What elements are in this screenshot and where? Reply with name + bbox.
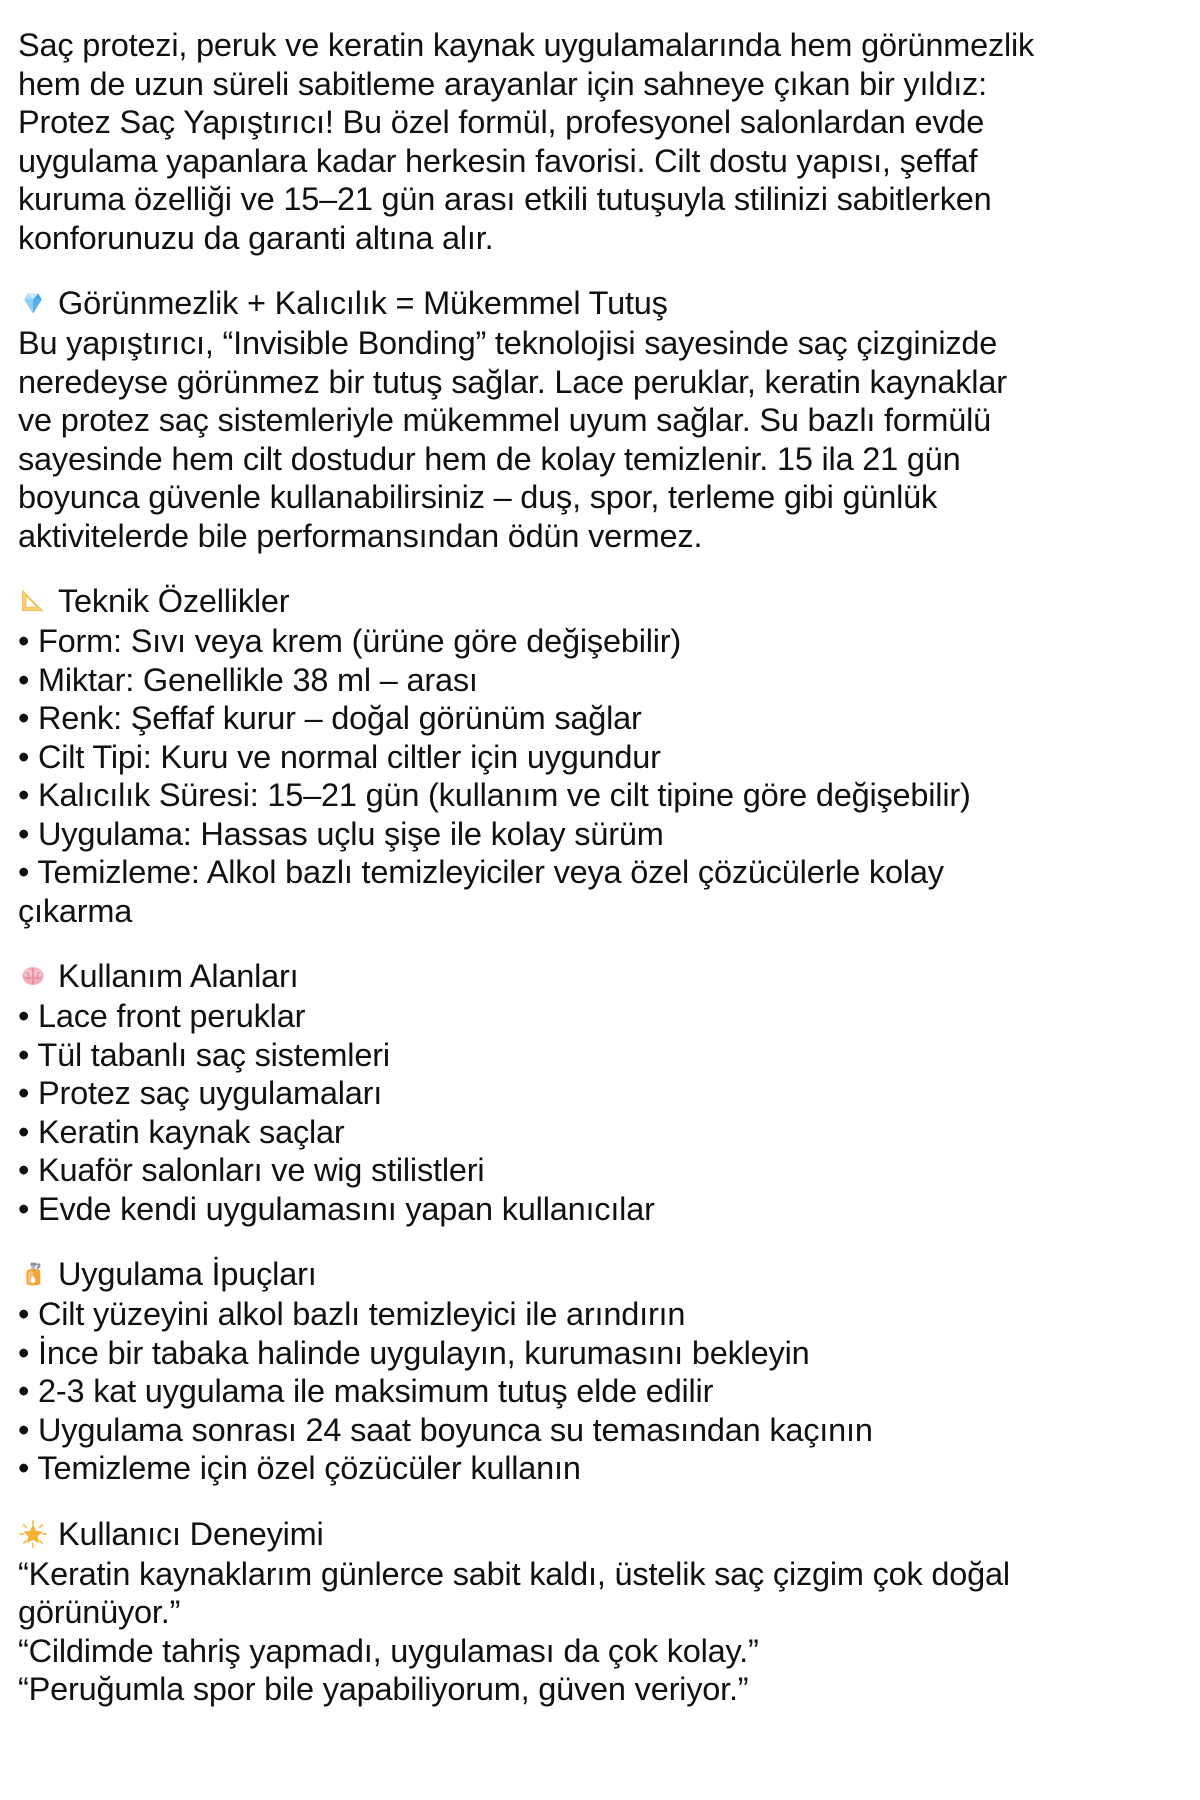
testimonial: “Cildimde tahriş yapmadı, uygulaması da çok kolay.” bbox=[18, 1632, 759, 1669]
section-user-experience bbox=[18, 1514, 1182, 1709]
list-item: • Form: Sıvı veya krem (ürüne göre değişebilir) bbox=[18, 623, 682, 659]
section-heading-label: Uygulama İpuçları bbox=[58, 1256, 317, 1292]
glowing-star-icon bbox=[18, 1519, 48, 1549]
section-application-tips bbox=[18, 1254, 1182, 1488]
list-item: • Temizleme: Alkol bazlı temizleyiciler veya özel çözücülerle kolay çıkarma bbox=[18, 854, 944, 929]
section-heading-label: Kullanım Alanları bbox=[58, 958, 299, 994]
list-item: • Uygulama: Hassas uçlu şişe ile kolay sürüm bbox=[18, 815, 664, 852]
gem-icon bbox=[18, 288, 48, 318]
list-item: • Kuaför salonları ve wig stilistleri bbox=[18, 1152, 485, 1188]
list-item: • Temizleme için özel çözücüler kullanın bbox=[18, 1450, 581, 1486]
section-heading-label: Teknik Özellikler bbox=[58, 583, 290, 619]
section-heading-label: Görünmezlik + Kalıcılık = Mükemmel Tutuş bbox=[58, 285, 668, 321]
intro-paragraph: Saç protezi, peruk ve keratin kaynak uygulamalarında hem görünmezlik hem de uzun süreli sabitleme arayanlar için sahneye çıkan bir yıldız: Protez Saç Yapıştırıcı! Bu özel formül, profesyonel salonlardan evde uygulama yapanlara kadar herkesin favorisi. Cilt dostu yapısı, şeffaf kuruma özelliği ve 15–21 gün arası etkili tutuşuyla stilinizi sabitlerken konforunuzu da garanti altına alır. bbox=[18, 27, 1035, 256]
list-item: • Protez saç uygulamaları bbox=[18, 1075, 383, 1111]
lotion-bottle-icon bbox=[18, 1259, 48, 1289]
list-item: • Lace front peruklar bbox=[18, 998, 306, 1034]
section-heading bbox=[18, 581, 1182, 621]
list-item: • Tül tabanlı saç sistemleri bbox=[18, 1036, 390, 1073]
list-item: • Kalıcılık Süresi: 15–21 gün (kullanım ve cilt tipine göre değişebilir) bbox=[18, 777, 971, 813]
triangular-ruler-icon bbox=[18, 586, 48, 616]
list-item: • Uygulama sonrası 24 saat boyunca su temasından kaçının bbox=[18, 1411, 873, 1448]
section-heading bbox=[18, 1514, 1182, 1554]
section-heading bbox=[18, 1254, 1182, 1294]
section-heading bbox=[18, 956, 1182, 996]
testimonial: “Keratin kaynaklarım günlerce sabit kaldı, üstelik saç çizgim çok doğal görünüyor.” bbox=[18, 1555, 1010, 1630]
intro-block bbox=[18, 26, 1182, 257]
section-technical-specs bbox=[18, 581, 1182, 930]
section-usage-areas bbox=[18, 956, 1182, 1228]
brain-icon bbox=[18, 961, 48, 991]
section-invisibility-durability bbox=[18, 283, 1182, 555]
list-item: • Renk: Şeffaf kurur – doğal görünüm sağlar bbox=[18, 700, 642, 736]
list-item: • Miktar: Genellikle 38 ml – arası bbox=[18, 661, 478, 698]
list-item: • Evde kendi uygulamasını yapan kullanıcılar bbox=[18, 1190, 655, 1227]
list-item: • Cilt Tipi: Kuru ve normal ciltler için uygundur bbox=[18, 738, 661, 775]
list-item: • Keratin kaynak saçlar bbox=[18, 1113, 345, 1150]
section-paragraph: Bu yapıştırıcı, “Invisible Bonding” teknolojisi sayesinde saç çizginizde neredeyse görünmez bir tutuş sağlar. Lace peruklar, keratin kaynaklar ve protez saç sistemleriyle mükemmel uyum sağlar. Su bazlı formülü sayesinde hem cilt dostudur hem de kolay temizlenir. 15 ila 21 gün boyunca güvenle kullanabilirsiniz – duş, spor, terleme gibi günlük aktivitelerde bile performansından ödün vermez. bbox=[18, 325, 1007, 554]
section-heading bbox=[18, 283, 1182, 323]
list-item: • Cilt yüzeyini alkol bazlı temizleyici ile arındırın bbox=[18, 1296, 686, 1332]
list-item: • İnce bir tabaka halinde uygulayın, kurumasını bekleyin bbox=[18, 1334, 810, 1371]
list-item: • 2-3 kat uygulama ile maksimum tutuş elde edilir bbox=[18, 1373, 714, 1409]
testimonial: “Peruğumla spor bile yapabiliyorum, güven veriyor.” bbox=[18, 1671, 749, 1707]
section-heading-label: Kullanıcı Deneyimi bbox=[58, 1515, 324, 1552]
